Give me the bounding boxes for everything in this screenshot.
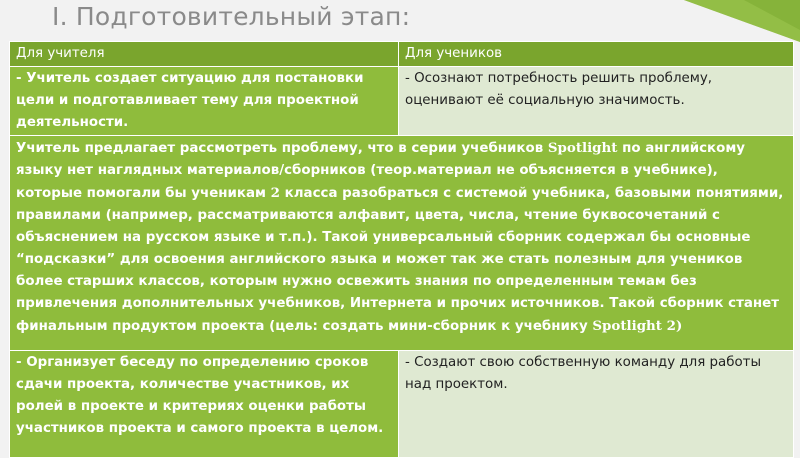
page-title: I. Подготовительный этап: (52, 2, 411, 31)
table-row (10, 136, 794, 351)
header-students: Для учеников (399, 42, 794, 67)
row2-spotlight-1: Spotlight (547, 140, 618, 156)
row1-teacher-cell: - Учитель создает ситуацию для постановки цели и подготавливает тему для проектной деятельности. (10, 67, 399, 136)
row2-grade-number: 2 (270, 185, 280, 201)
row2-text-part2: по английскому языку нет наглядных материалов/сборников (теор.материал не объясняется в учебнике), которые помогали бы ученикам (16, 141, 746, 201)
row2-text-part1: Учитель предлагает рассмотреть проблему, что в серии учебников (16, 141, 548, 156)
row2-text-part3: класса разобраться с системой учебника, базовыми понятиями, правилами (например, рассматриваются алфавит, цвета, числа, чтение буквосочетаний с объяснением на русском языке и т.п.). Такой универсальный сборник содержал бы основные “подсказки” для освоения английского языка и может так же стать полезным для учеников более старших классов, которым нужно освежить знания по определенным темам без привлечения дополнительных учебников, Интернета и прочих источников. Такой сборник станет финальным продуктом проекта (цель: создать мини-сборник к учебнику (16, 186, 784, 334)
corner-accent-shape (684, 0, 800, 42)
header-teacher: Для учителя (10, 42, 399, 67)
table-row (10, 67, 794, 136)
row3-teacher-cell: - Организует беседу по определению сроков сдачи проекта, количестве участников, их ролей в проекте и критериях оценки работы участников проекта и самого проекта в целом. (10, 351, 399, 458)
row2-spotlight-2: Spotlight 2) (592, 318, 683, 334)
table-row (10, 351, 794, 458)
row2-merged-cell (10, 136, 794, 351)
plan-table (9, 41, 794, 458)
row1-students-cell: - Осознают потребность решить проблему, оценивают её социальную значимость. (399, 67, 794, 136)
table-header-row (10, 42, 794, 67)
row3-students-cell: - Создают свою собственную команду для работы над проектом. (399, 351, 794, 458)
